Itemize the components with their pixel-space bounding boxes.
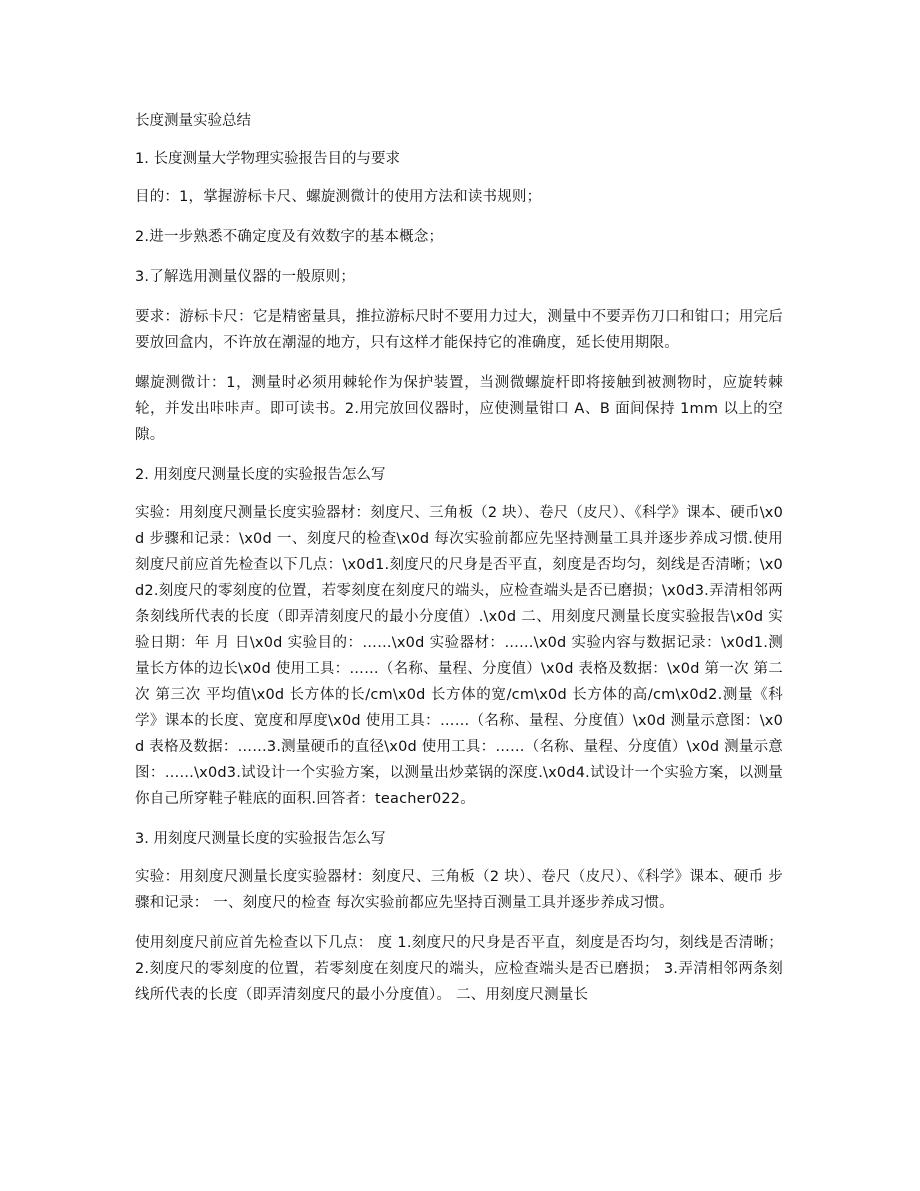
document-title: 长度测量实验总结 xyxy=(135,113,251,129)
paragraph-purpose-2: 2.进一步熟悉不确定度及有效数字的基本概念； xyxy=(135,229,444,245)
section-heading-3: 3. 用刻度尺测量长度的实验报告怎么写 xyxy=(135,831,386,847)
section-heading-1: 1. 长度测量大学物理实验报告目的与要求 xyxy=(135,151,400,167)
paragraph-micrometer-requirements: 螺旋测微计：1，测量时必须用棘轮作为保护装置，当测微螺旋杆即将接触到被测物时，应旋转棘轮，并发出咔咔声。即可读书。2.用完放回仪器时，应使测量钳口 A、B 面间保持 1mm 以上的空隙。 xyxy=(135,375,783,443)
paragraph-experiment-intro: 实验：用刻度尺测量长度实验器材：刻度尺、三角板（2 块）、卷尺（皮尺）、《科学》课本、硬币 步骤和记录： 一、刻度尺的检查 每次实验前都应先坚持百测量工具并逐步养成习惯。 xyxy=(135,869,783,911)
paragraph-purpose-3: 3.了解选用测量仪器的一般原则； xyxy=(135,269,356,285)
paragraph-purpose: 目的：1，掌握游标卡尺、螺旋测微计的使用方法和读书规则； xyxy=(135,189,542,205)
section-heading-2: 2. 用刻度尺测量长度的实验报告怎么写 xyxy=(135,467,386,483)
document-page xyxy=(135,108,783,1022)
paragraph-experiment-report-long: 实验：用刻度尺测量长度实验器材：刻度尺、三角板（2 块）、卷尺（皮尺）、《科学》课本、硬币\x0d 步骤和记录：\x0d 一、刻度尺的检查\x0d 每次实验前都应先坚持测量工具并逐步养成习惯.使用刻度尺前应首先检查以下几点：\x0d1.刻度尺的尺身是否平直，刻度是否均匀，刻线是否清晰；\x0d2.刻度尺的零刻度的位置，若零刻度在刻度尺的端头，应检查端头是否已磨损；\x0d3.弄清相邻两条刻线所代表的长度（即弄清刻度尺的最小分度值）.\x0d 二、用刻度尺测量长度实验报告\x0d 实验日期：年 月 日\x0d 实验目的：……\x0d 实验器材：……\x0d 实验内容与数据记录：\x0d1.测量长方体的边长\x0d 使用工具：……（名称、量程、分度值）\x0d 表格及数据：\x0d 第一次 第二次 第三次 平均值\x0d 长方体的长/cm\x0d 长方体的宽/cm\x0d 长方体的高/cm\x0d2.测量《科学》课本的长度、宽度和厚度\x0d 使用工具：……（名称、量程、分度值）\x0d 测量示意图：\x0d 表格及数据：……3.测量硬币的直径\x0d 使用工具：……（名称、量程、分度值）\x0d 测量示意图：……\x0d3.试设计一个实验方案，以测量出炒菜锅的深度.\x0d4.试设计一个实验方案，以测量你自己所穿鞋子鞋底的面积.回答者：teacher022。 xyxy=(135,505,783,807)
paragraph-caliper-requirements: 要求：游标卡尺：它是精密量具，推拉游标尺时不要用力过大，测量中不要弄伤刀口和钳口；用完后要放回盒内，不许放在潮湿的地方，只有这样才能保持它的准确度，延长使用期限。 xyxy=(135,309,783,351)
paragraph-experiment-checks: 使用刻度尺前应首先检查以下几点： 度 1.刻度尺的尺身是否平直，刻度是否均匀，刻线是否清晰； 2.刻度尺的零刻度的位置，若零刻度在刻度尺的端头，应检查端头是否已磨损； 3.弄清相邻两条刻线所代表的长度（即弄清刻度尺的最小分度值）。 二、用刻度尺测量长 xyxy=(135,935,783,1003)
